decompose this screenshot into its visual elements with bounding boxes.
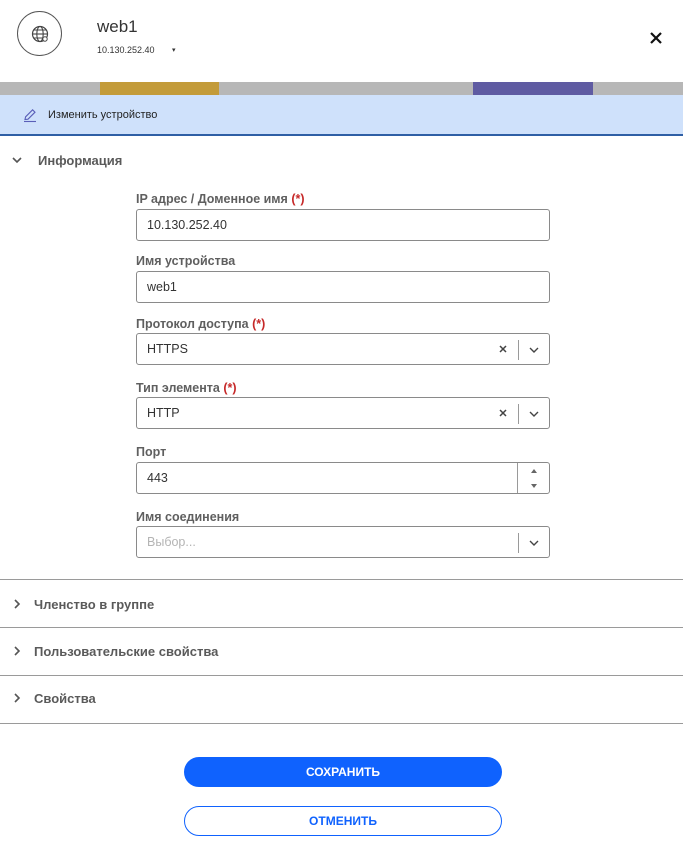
protocol-field-label (136, 317, 265, 331)
save-button[interactable]: СОХРАНИТЬ (184, 757, 502, 787)
section-group-membership-header[interactable] (0, 580, 683, 626)
section-information-header[interactable] (0, 137, 683, 183)
required-mark: (*) (291, 192, 305, 206)
select-divider (518, 533, 519, 553)
pencil-icon (22, 107, 38, 128)
element-type-select-value: HTTP (147, 406, 180, 420)
select-divider (518, 404, 519, 424)
section-custom-properties-header[interactable] (0, 628, 683, 674)
device-header (0, 0, 683, 82)
element-type-field-label (136, 381, 237, 395)
section-properties-title: Свойства (34, 691, 96, 706)
chevron-down-icon[interactable] (528, 344, 540, 359)
port-input-value: 443 (147, 471, 168, 485)
section-divider (0, 723, 683, 724)
background-stripe (0, 82, 683, 95)
device-name-label-text: Имя устройства (136, 254, 236, 268)
ip-field-label (136, 192, 305, 206)
ip-dropdown-caret-icon[interactable]: ▾ (172, 47, 176, 54)
element-type-select[interactable] (136, 397, 550, 429)
device-name-input-value: web1 (147, 280, 177, 294)
device-name: web1 (97, 17, 138, 36)
connection-select-placeholder: Выбор... (147, 535, 196, 549)
decrement-icon[interactable] (518, 478, 549, 493)
port-field-label (136, 445, 166, 459)
connection-select[interactable] (136, 526, 550, 558)
edit-device-bar (0, 95, 683, 136)
chevron-right-icon (11, 691, 23, 709)
port-spinner (517, 463, 549, 493)
clear-icon[interactable] (497, 407, 509, 419)
chevron-right-icon (11, 644, 23, 662)
element-type-label-text: Тип элемента (136, 381, 220, 395)
cancel-button[interactable]: ОТМЕНИТЬ (184, 806, 502, 836)
connection-field-label (136, 510, 239, 524)
device-ip: 10.130.252.40 (97, 45, 155, 55)
chevron-down-icon[interactable] (528, 537, 540, 552)
edit-device-label: Изменить устройство (48, 109, 158, 121)
section-information-title: Информация (38, 153, 123, 168)
background-block (473, 82, 593, 95)
chevron-down-icon[interactable] (528, 408, 540, 423)
port-label-text: Порт (136, 445, 167, 459)
chevron-right-icon (11, 597, 23, 615)
clear-icon[interactable] (497, 343, 509, 355)
background-block (100, 82, 219, 95)
connection-label-text: Имя соединения (136, 510, 240, 524)
increment-icon[interactable] (518, 463, 549, 478)
section-group-membership-title: Членство в группе (34, 597, 155, 612)
protocol-label-text: Протокол доступа (136, 317, 249, 331)
ip-input-value: 10.130.252.40 (147, 218, 227, 232)
ip-label-text: IP адрес / Доменное имя (136, 192, 288, 206)
device-name-field-label (136, 254, 235, 268)
device-name-input[interactable] (136, 271, 550, 303)
select-divider (518, 340, 519, 360)
section-properties-header[interactable] (0, 676, 683, 722)
protocol-select-value: HTTPS (147, 342, 188, 356)
section-custom-properties-title: Пользовательские свойства (34, 644, 219, 659)
ip-input[interactable] (136, 209, 550, 241)
protocol-select[interactable] (136, 333, 550, 365)
chevron-down-icon (11, 153, 23, 171)
required-mark: (*) (252, 317, 266, 331)
close-icon[interactable] (645, 27, 667, 49)
port-input[interactable] (136, 462, 550, 494)
required-mark: (*) (223, 381, 237, 395)
globe-icon (17, 11, 62, 56)
